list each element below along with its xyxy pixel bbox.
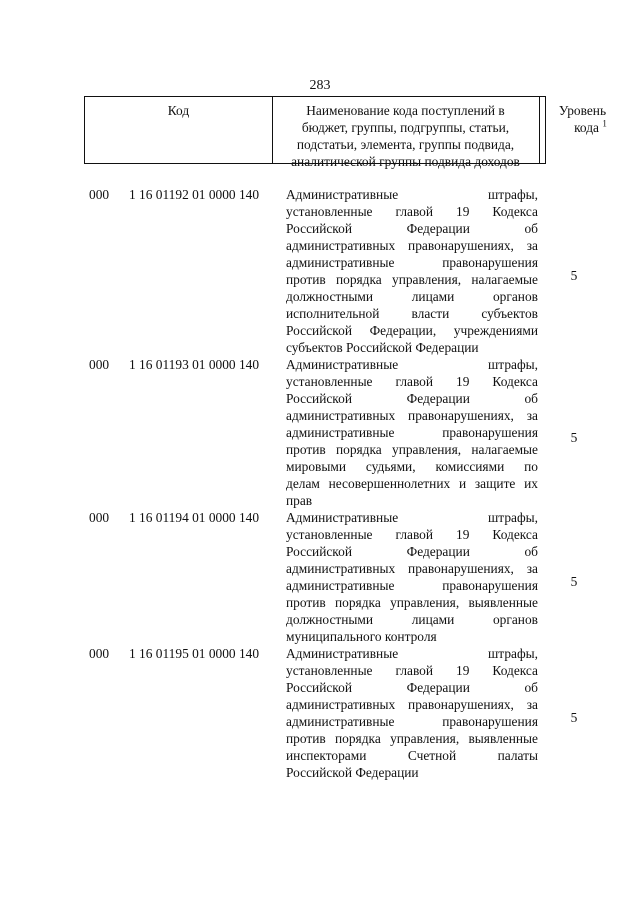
description-line: административные правонарушения bbox=[286, 255, 538, 270]
description-line: Российской Федерации об bbox=[286, 391, 538, 406]
row-level: 5 bbox=[570, 710, 578, 725]
row-level: 5 bbox=[570, 574, 578, 589]
description-line: мировыми судьями, комиссиями по bbox=[286, 459, 538, 474]
header-level-line: Уровень bbox=[558, 103, 607, 118]
description-line: Административные штрафы, bbox=[286, 646, 538, 661]
header-name-line: аналитической группы подвида доходов bbox=[291, 154, 520, 169]
description-line: установленные главой 19 Кодекса bbox=[286, 374, 538, 389]
row-prefix: 000 bbox=[89, 646, 110, 661]
header-level-line: кода $^1$ bbox=[574, 118, 607, 135]
description-line: административных правонарушениях, за bbox=[286, 697, 538, 712]
description-line: установленные главой 19 Кодекса bbox=[286, 204, 538, 219]
table-header bbox=[84, 96, 607, 169]
description-line: должностными лицами органов bbox=[286, 612, 538, 627]
description-line: исполнительной власти субъектов bbox=[286, 306, 538, 321]
description-line: прав bbox=[286, 493, 313, 508]
row-code: 1 16 01193 01 0000 140 bbox=[129, 357, 260, 372]
header-level bbox=[540, 97, 625, 163]
row-description bbox=[286, 356, 538, 509]
description-line: установленные главой 19 Кодекса bbox=[286, 663, 538, 678]
description-line: делам несовершеннолетних и защите их bbox=[286, 476, 538, 491]
description-line: административных правонарушениях, за bbox=[286, 238, 538, 253]
header-code: Код bbox=[85, 97, 273, 163]
description-line: Административные штрафы, bbox=[286, 187, 538, 202]
row-description bbox=[286, 645, 538, 781]
description-line: субъектов Российской Федерации bbox=[286, 340, 479, 355]
header-name-line: бюджет, группы, подгруппы, статьи, bbox=[301, 120, 510, 135]
description-line: административные правонарушения bbox=[286, 578, 538, 593]
description-line: инспекторами Счетной палаты bbox=[286, 748, 538, 763]
description-line: против порядка управления, выявленные bbox=[286, 731, 538, 746]
row-prefix: 000 bbox=[89, 187, 110, 202]
description-line: административных правонарушениях, за bbox=[286, 561, 538, 576]
description-line: Российской Федерации об bbox=[286, 221, 538, 236]
description-line: административные правонарушения bbox=[286, 425, 538, 440]
row-description bbox=[286, 186, 538, 356]
description-line: против порядка управления, выявленные bbox=[286, 595, 538, 610]
footnote-marker: 1 bbox=[602, 118, 607, 129]
row-description bbox=[286, 509, 538, 645]
description-line: Административные штрафы, bbox=[286, 357, 538, 372]
header-name-line: подстатьи, элемента, группы подвида, bbox=[296, 137, 515, 152]
header-name bbox=[272, 97, 540, 169]
row-level: 5 bbox=[570, 268, 578, 283]
row-code: 1 16 01195 01 0000 140 bbox=[129, 646, 260, 661]
description-line: против порядка управления, налагаемые bbox=[286, 272, 538, 287]
description-line: административные правонарушения bbox=[286, 714, 538, 729]
description-line: Российской Федерации об bbox=[286, 680, 538, 695]
row-code: 1 16 01192 01 0000 140 bbox=[129, 187, 260, 202]
description-line: Российской Федерации, учреждениями bbox=[286, 323, 538, 338]
description-line: административных правонарушениях, за bbox=[286, 408, 538, 423]
description-line: установленные главой 19 Кодекса bbox=[286, 527, 538, 542]
row-code: 1 16 01194 01 0000 140 bbox=[129, 510, 260, 525]
description-line: муниципального контроля bbox=[286, 629, 437, 644]
description-line: должностными лицами органов bbox=[286, 289, 538, 304]
header-name-line: Наименование кода поступлений в bbox=[306, 103, 505, 118]
description-line: Административные штрафы, bbox=[286, 510, 538, 525]
page-number: 283 bbox=[309, 78, 331, 93]
description-line: Российской Федерации bbox=[286, 765, 419, 780]
row-level: 5 bbox=[570, 430, 578, 445]
row-prefix: 000 bbox=[89, 357, 110, 372]
row-prefix: 000 bbox=[89, 510, 110, 525]
description-line: против порядка управления, налагаемые bbox=[286, 442, 538, 457]
description-line: Российской Федерации об bbox=[286, 544, 538, 559]
